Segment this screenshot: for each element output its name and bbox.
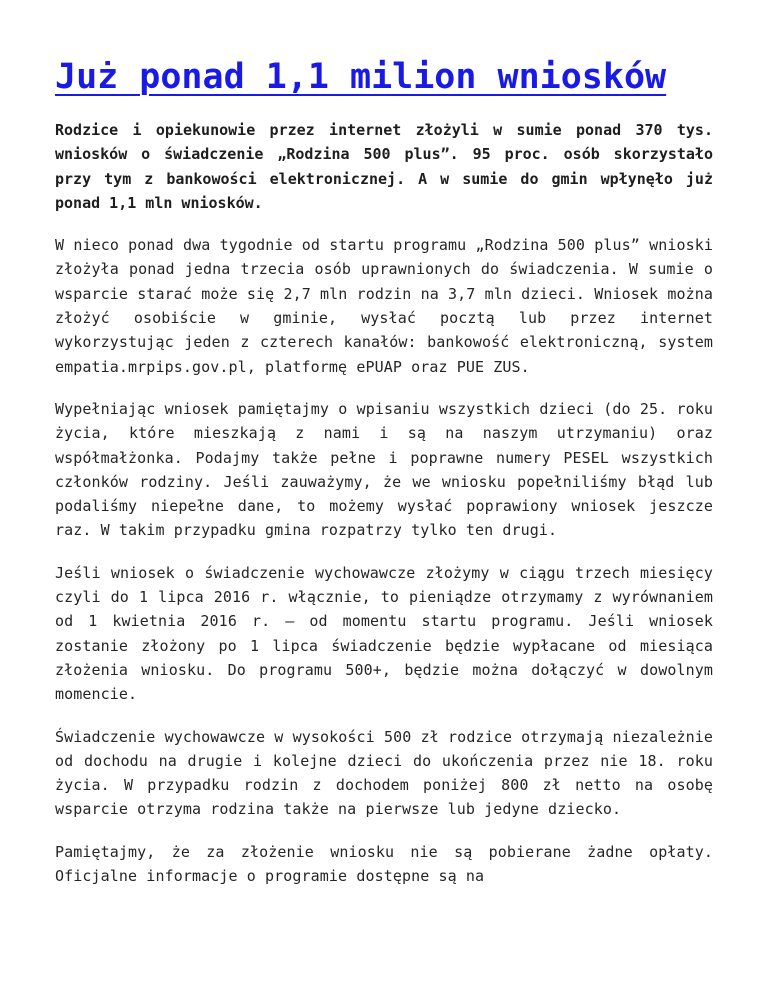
article-paragraph-1: W nieco ponad dwa tygodnie od startu programu „Rodzina 500 plus” wnioski złożyła ponad jedna trzecia osób uprawnionych do świadczenia. W sumie o wsparcie starać może się 2,7 mln rodzin na 3,7 mln dzieci. Wniosek można złożyć osobiście w gminie, wysłać pocztą lub przez internet wykorzystując jeden z czterech kanałów: bankowość elektroniczną, system empatia.mrpips.gov.pl, platformę ePUAP oraz PUE ZUS. <box>55 236 713 376</box>
article-paragraph-3: Jeśli wniosek o świadczenie wychowawcze złożymy w ciągu trzech miesięcy czyli do 1 lipca 2016 r. włącznie, to pieniądze otrzymamy z wyrównaniem od 1 kwietnia 2016 r. – od momentu startu programu. Jeśli wniosek zostanie złożony po 1 lipca świadczenie będzie wypłacane od miesiąca złożenia wniosku. Do programu 500+, będzie można dołączyć w dowolnym momencie. <box>55 563 713 704</box>
article-lead: Rodzice i opiekunowie przez internet złożyli w sumie ponad 370 tys. wniosków o świadczenie „Rodzina 500 plus”. 95 proc. osób skorzystało przy tym z bankowości elektronicznej. A w sumie do gmin wpłynęło już ponad 1,1 mln wniosków. <box>55 121 713 212</box>
article-paragraph-5: Pamiętajmy, że za złożenie wniosku nie są pobierane żadne opłaty. Oficjalne informacje o programie dostępne są na <box>55 842 713 886</box>
article-title-text[interactable]: Już ponad 1,1 milion wniosków <box>55 57 667 97</box>
article <box>55 52 713 906</box>
article-paragraph-4: Świadczenie wychowawcze w wysokości 500 zł rodzice otrzymają niezależnie od dochodu na drugie i kolejne dzieci do ukończenia przez nie 18. roku życia. W przypadku rodzin z dochodem poniżej 800 zł netto na osobę wsparcie otrzyma rodzina także na pierwsze lub jedyne dziecko. <box>55 727 713 819</box>
article-paragraph-2: Wypełniając wniosek pamiętajmy o wpisaniu wszystkich dzieci (do 25. roku życia, które mieszkają z nami i są na naszym utrzymaniu) oraz współmałżonka. Podajmy także pełne i poprawne numery PESEL wszystkich członków rodziny. Jeśli zauważymy, że we wniosku popełniliśmy błąd lub podaliśmy niepełne dane, to możemy wysłać poprawiony wniosek jeszcze raz. W takim przypadku gmina rozpatrzy tylko ten drugi. <box>55 399 713 540</box>
article-title-link[interactable] <box>55 52 713 102</box>
